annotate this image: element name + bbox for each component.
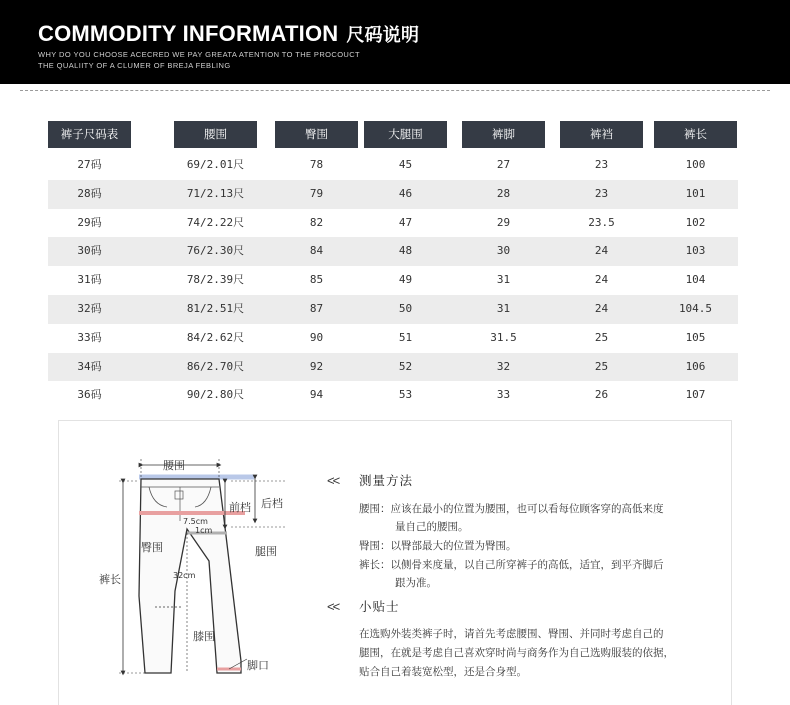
table-cell-hip: 85	[309, 273, 324, 287]
method-hip-line: 臀围：以臀部最大的位置为臀围。	[359, 540, 517, 552]
table-row	[48, 209, 738, 238]
table-header-hip: 臀围	[275, 121, 358, 148]
header-title-cn: 尺码说明	[346, 25, 420, 46]
table-cell-thigh: 53	[398, 388, 413, 402]
table-cell-size: 28码	[77, 186, 102, 200]
method-title: 测量方法	[359, 473, 414, 488]
table-cell-size: 32码	[77, 301, 102, 315]
table-cell-hip: 78	[309, 158, 324, 171]
table-cell-size: 29码	[77, 215, 102, 229]
table-header-rise: 裤裆	[560, 121, 643, 148]
table-cell-length: 101	[685, 186, 706, 200]
table-cell-hem: 33	[496, 388, 511, 402]
label-knee: 膝围	[193, 630, 215, 643]
table-row	[48, 381, 738, 410]
table-cell-thigh: 50	[398, 301, 413, 315]
tips-line2: 腿围，在就是考虑自己喜欢穿时尚与商务作为自己选购服装的依据，	[359, 647, 674, 659]
header-title	[38, 21, 419, 47]
table-row	[48, 237, 738, 266]
table-cell-hem: 31.5	[490, 330, 517, 344]
table-cell-rise: 24	[594, 244, 609, 258]
table-cell-length: 105	[685, 330, 706, 344]
table-cell-hip: 92	[309, 359, 324, 373]
table-cell-waist: 78/2.39尺	[186, 273, 245, 287]
table-cell-hem: 30	[496, 244, 511, 258]
tips-line3: 贴合自己着装宽松型，还是合身型。	[359, 666, 527, 678]
method-marker: <<	[327, 473, 339, 488]
header-title-en: COMMODITY INFORMATION	[38, 21, 339, 46]
table-cell-hip: 82	[309, 215, 324, 229]
table-cell-thigh: 52	[398, 359, 413, 373]
table-body	[48, 151, 738, 410]
table-row	[48, 180, 738, 209]
label-mark-1: 1cm	[195, 526, 213, 535]
table-cell-thigh: 47	[398, 215, 413, 229]
table-cell-rise: 24	[594, 273, 609, 287]
table-cell-size: 34码	[77, 359, 102, 373]
table-header-waist: 腰围	[174, 121, 257, 148]
table-cell-waist: 81/2.51尺	[186, 301, 245, 315]
table-cell-thigh: 48	[398, 244, 413, 258]
table-cell-waist: 84/2.62尺	[186, 330, 245, 344]
method-waist-line2: 量自己的腰围。	[395, 521, 469, 533]
table-cell-length: 102	[685, 215, 706, 229]
table-cell-rise: 25	[594, 359, 609, 373]
table-row	[48, 151, 738, 180]
label-mark-75: 7.5cm	[183, 517, 208, 526]
table-cell-hip: 94	[309, 388, 324, 402]
table-cell-hem: 32	[496, 359, 511, 373]
table-cell-length: 106	[685, 359, 706, 373]
table-cell-rise: 23.5	[588, 215, 615, 229]
table-cell-thigh: 51	[398, 330, 413, 344]
table-cell-hem: 31	[496, 301, 511, 315]
table-cell-length: 104.5	[678, 301, 713, 315]
tips-title: 小贴士	[359, 599, 400, 614]
table-cell-hem: 27	[496, 158, 511, 171]
label-back-rise: 后档	[261, 497, 283, 510]
header-subtitle-line2: THE QUALIITY OF A CLUMER OF BREJA FEBLING	[38, 61, 231, 70]
table-row	[48, 324, 738, 353]
label-front-rise: 前档	[229, 501, 251, 514]
table-cell-length: 107	[685, 388, 706, 402]
table-cell-rise: 26	[594, 388, 609, 402]
table-cell-waist: 74/2.22尺	[186, 215, 245, 229]
tips-line1: 在选购外装类裤子时，请首先考虑腰围、臀围、并同时考虑自己的	[359, 628, 664, 640]
table-cell-hip: 79	[309, 186, 324, 200]
table-cell-length: 104	[685, 273, 706, 287]
table-cell-waist: 71/2.13尺	[186, 186, 245, 200]
method-waist-line1: 腰围：应该在最小的位置为腰围，也可以看每位顾客穿的高低来度	[359, 503, 664, 515]
label-hem: 脚口	[247, 659, 269, 672]
label-thigh: 腿围	[255, 545, 277, 558]
table-cell-size: 33码	[77, 330, 102, 344]
table-cell-rise: 23	[594, 158, 609, 171]
table-cell-size: 30码	[77, 244, 102, 258]
table-cell-rise: 25	[594, 330, 609, 344]
header-banner	[0, 0, 790, 84]
table-cell-thigh: 46	[398, 186, 413, 200]
table-row	[48, 353, 738, 382]
label-hip: 臀围	[141, 541, 163, 554]
table-cell-waist: 90/2.80尺	[186, 388, 245, 402]
table-header-hem: 裤脚	[462, 121, 545, 148]
size-table	[48, 121, 738, 402]
table-cell-length: 103	[685, 244, 706, 258]
table-header-length: 裤长	[654, 121, 737, 148]
table-cell-waist: 76/2.30尺	[186, 244, 245, 258]
table-header-size: 裤子尺码表	[48, 121, 131, 148]
table-cell-size: 31码	[77, 273, 102, 287]
table-cell-hem: 31	[496, 273, 511, 287]
table-header-thigh: 大腿围	[364, 121, 447, 148]
table-cell-rise: 24	[594, 301, 609, 315]
label-mark-32: 32cm	[173, 571, 196, 580]
table-cell-length: 100	[685, 158, 706, 171]
method-length-line1: 裤长：以侧骨来度量，以自己所穿裤子的高低，适宜，到平齐脚后	[359, 559, 664, 571]
table-cell-hip: 84	[309, 244, 324, 258]
table-cell-thigh: 49	[398, 273, 413, 287]
table-cell-size: 27码	[77, 158, 102, 171]
label-waist: 腰围	[163, 459, 185, 472]
label-length: 裤长	[99, 573, 121, 586]
method-length-line2: 跟为准。	[395, 577, 437, 589]
table-cell-thigh: 45	[398, 158, 413, 171]
table-header-row	[48, 121, 738, 148]
table-cell-rise: 23	[594, 186, 609, 200]
table-cell-size: 36码	[77, 388, 102, 402]
table-cell-hip: 90	[309, 330, 324, 344]
tips-marker: <<	[327, 599, 339, 614]
measurement-panel	[58, 420, 732, 705]
table-cell-waist: 86/2.70尺	[186, 359, 245, 373]
dotted-divider	[20, 90, 770, 91]
table-cell-hip: 87	[309, 301, 324, 315]
header-subtitle-line1: WHY DO YOU CHOOSE ACECRED WE PAY GREATA ATENTION TO THE PROCOUCT	[38, 50, 361, 59]
table-cell-waist: 69/2.01尺	[186, 158, 245, 171]
table-cell-hem: 29	[496, 215, 511, 229]
table-row	[48, 266, 738, 295]
table-row	[48, 295, 738, 324]
table-cell-hem: 28	[496, 186, 511, 200]
